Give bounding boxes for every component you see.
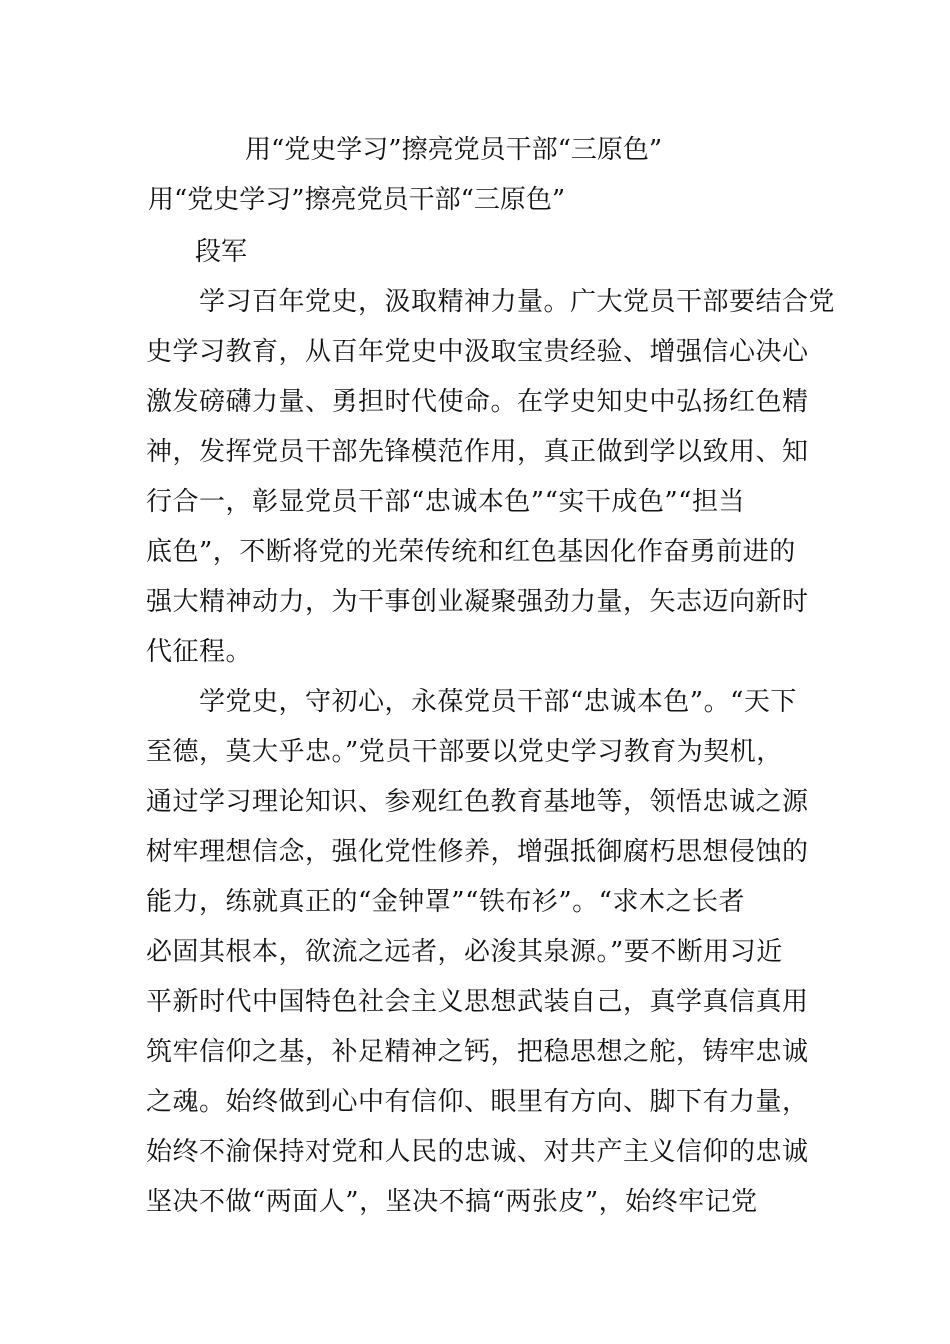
paragraph-line: 底色”，不断将党的光荣传统和红色基因化作奋勇前进的 [146,537,796,567]
author-name: 段军 [195,237,248,267]
paragraph-line: 激发磅礴力量、勇担时代使命。在学史知史中弘扬红色精 [146,387,809,417]
paragraph-line: 史学习教育，从百年党史中汲取宝贵经验、增强信心决心 [146,337,809,367]
paragraph-line: 神，发挥党员干部先锋模范作用，真正做到学以致用、知 [146,437,809,467]
paragraph-line: 学党史，守初心，永葆党员干部“忠诚本色”。“天下 [146,687,797,717]
document-title: 用“党史学习”擦亮党员干部“三原色” [245,135,663,165]
paragraph-line: 树牢理想信念，强化党性修养，增强抵御腐朽思想侵蚀的 [146,837,809,867]
paragraph-line: 平新时代中国特色社会主义思想武装自己，真学真信真用 [146,987,809,1017]
paragraph-line: 代征程。 [146,637,253,667]
paragraph-line: 学习百年党史，汲取精神力量。广大党员干部要结合党 [146,287,836,317]
paragraph-line: 通过学习理论知识、参观红色教育基地等，领悟忠诚之源 [146,787,809,817]
document-subtitle: 用“党史学习”擦亮党员干部“三原色” [148,185,566,215]
paragraph-line: 至德，莫大乎忠。”党员干部要以党史学习教育为契机， [146,737,783,767]
paragraph-line: 强大精神动力，为干事创业凝聚强劲力量，矢志迈向新时 [146,587,809,617]
paragraph-line: 之魂。始终做到心中有信仰、眼里有方向、脚下有力量， [146,1087,809,1117]
paragraph-line: 必固其根本，欲流之远者，必浚其泉源。”要不断用习近 [146,937,783,967]
paragraph-line: 行合一，彰显党员干部“忠诚本色”“实干成色”“担当 [146,487,745,517]
paragraph-line: 始终不渝保持对党和人民的忠诚、对共产主义信仰的忠诚 [146,1137,809,1167]
paragraph-line: 坚决不做“两面人”，坚决不搞“两张皮”，始终牢记党 [146,1187,758,1217]
paragraph-line: 能力，练就真正的“金钟罩”“铁布衫”。“求木之长者 [146,887,745,917]
paragraph-line: 筑牢信仰之基，补足精神之钙，把稳思想之舵，铸牢忠诚 [146,1037,809,1067]
